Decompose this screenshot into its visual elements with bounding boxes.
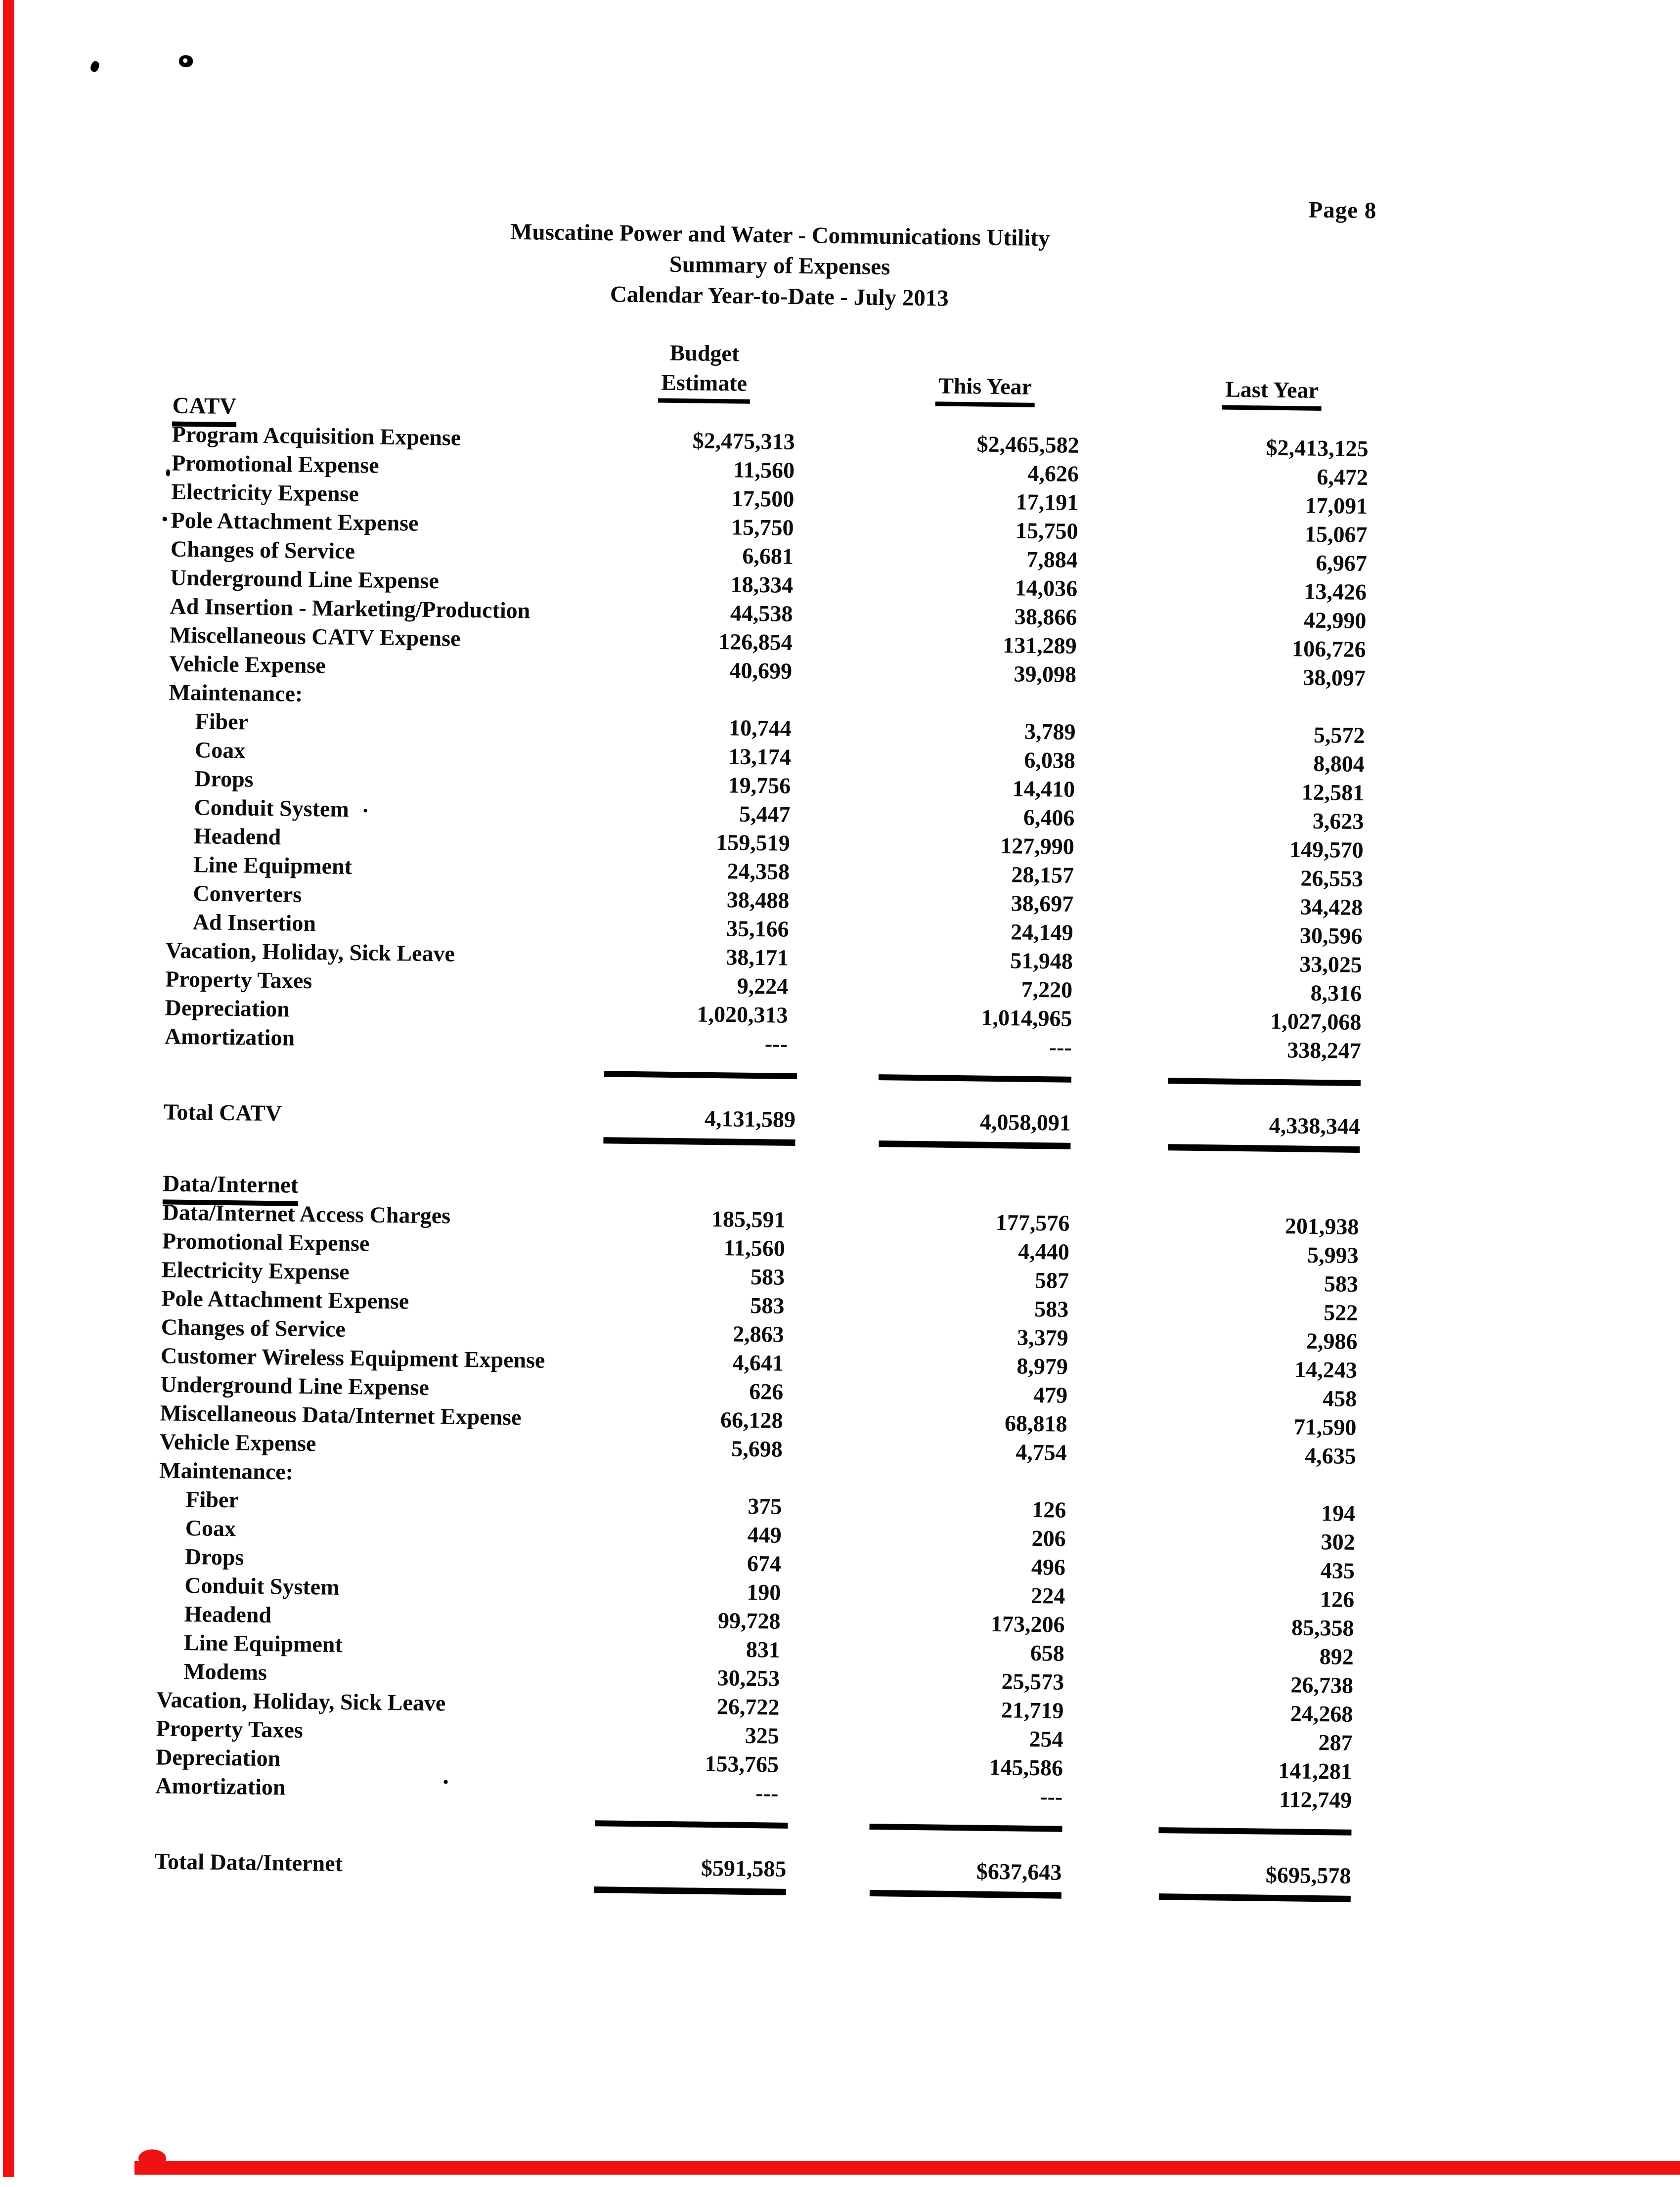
row-value: 85,358 — [1291, 1615, 1354, 1641]
row-value: 1,014,965 — [981, 1005, 1072, 1031]
total-value: 4,338,344 — [1168, 1108, 1360, 1153]
row-value: 2,986 — [1306, 1328, 1358, 1354]
row-value — [1076, 689, 1366, 721]
row-label: Underground Line Expense — [170, 565, 440, 594]
row-value: 18,334 — [730, 571, 794, 598]
row-value: 338,247 — [1286, 1037, 1362, 1063]
row-label: Ad Insertion — [192, 909, 316, 936]
total-value: $695,578 — [1159, 1858, 1351, 1902]
row-value: 159,519 — [716, 830, 791, 856]
row-label: Depreciation — [155, 1744, 281, 1771]
row-value: 21,719 — [1001, 1697, 1064, 1723]
row-value: 626 — [749, 1378, 784, 1404]
report-period: Calendar Year-to-Date - July 2013 — [610, 281, 949, 311]
row-value: 11,560 — [733, 457, 795, 483]
row-value: 42,990 — [1303, 607, 1367, 634]
row-value: 28,157 — [1011, 862, 1074, 888]
row-value: 173,206 — [990, 1611, 1065, 1637]
row-value — [1066, 1467, 1356, 1499]
row-label: Pole Attachment Expense — [171, 507, 419, 536]
report-title: Muscatine Power and Water - Communications Utility — [510, 219, 1050, 252]
row-value — [792, 686, 1076, 718]
row-value: 26,722 — [716, 1694, 780, 1720]
section-data-internet — [154, 1169, 1360, 1907]
spacer — [173, 362, 613, 402]
row-value: 13,174 — [728, 744, 792, 770]
row-value: 99,728 — [717, 1608, 781, 1634]
scan-speck — [179, 55, 193, 67]
row-value: 522 — [1323, 1300, 1358, 1325]
row-label: Fiber — [195, 708, 249, 735]
row-value: 5,572 — [1313, 722, 1365, 748]
row-value: 26,738 — [1290, 1672, 1354, 1698]
row-label: Changes of Service — [161, 1314, 346, 1342]
row-value: 6,967 — [1316, 550, 1368, 576]
row-value: 24,268 — [1290, 1701, 1353, 1727]
row-label: Conduit System — [184, 1573, 340, 1600]
row-value: 449 — [747, 1522, 782, 1548]
row-value: 583 — [750, 1264, 785, 1290]
row-value: 35,166 — [726, 916, 790, 942]
row-value: 201,938 — [1284, 1213, 1359, 1239]
row-value: 5,447 — [739, 801, 791, 827]
row-label: Amortization — [164, 1023, 295, 1050]
row-value: 7,220 — [1021, 976, 1073, 1003]
row-value: 26,553 — [1300, 865, 1364, 892]
row-value: 34,428 — [1300, 894, 1363, 920]
row-value: 7,884 — [1026, 546, 1078, 572]
column-rule — [1158, 1827, 1351, 1836]
expense-table — [154, 332, 1370, 1908]
row-label: Conduit System — [194, 794, 350, 822]
row-value: 14,036 — [1015, 575, 1078, 601]
row-value: 10,744 — [728, 715, 792, 741]
row-value: 4,754 — [1015, 1439, 1067, 1465]
row-label: Vacation, Holiday, Sick Leave — [165, 937, 455, 966]
row-value: 185,591 — [711, 1206, 786, 1232]
section-catv — [163, 392, 1369, 1158]
page-number: Page 8 — [1308, 197, 1377, 224]
row-value: --- — [755, 1780, 779, 1806]
column-header-last-year: Last Year — [1080, 373, 1370, 411]
row-value: 4,635 — [1304, 1443, 1357, 1469]
row-label: Headend — [193, 823, 281, 850]
row-value: 17,191 — [1016, 489, 1079, 515]
row-value: 38,697 — [1011, 890, 1074, 917]
row-value: 14,410 — [1012, 776, 1075, 802]
row-label: Program Acquisition Expense — [172, 421, 461, 450]
row-value: 30,596 — [1299, 922, 1363, 949]
row-label: Promotional Expense — [162, 1228, 370, 1256]
row-value: 12,581 — [1301, 779, 1365, 806]
row-value: 145,586 — [989, 1754, 1063, 1781]
row-label: Fiber — [185, 1487, 239, 1513]
row-value: --- — [1049, 1034, 1072, 1060]
row-value: 4,626 — [1027, 460, 1079, 486]
row-value: 112,749 — [1279, 1787, 1352, 1813]
section-title: CATV — [172, 392, 237, 428]
row-value: 658 — [1030, 1640, 1065, 1666]
column-rule — [869, 1824, 1062, 1832]
row-label: Data/Internet Access Charges — [162, 1199, 451, 1228]
column-rule — [1168, 1078, 1361, 1086]
row-label: Electricity Expense — [161, 1257, 350, 1285]
scan-speck — [163, 517, 167, 521]
row-value: 4,440 — [1017, 1238, 1070, 1265]
row-value: 66,128 — [720, 1407, 783, 1433]
row-value: 6,472 — [1317, 464, 1369, 490]
row-value: 254 — [1029, 1726, 1064, 1752]
row-value: 127,990 — [1000, 833, 1075, 859]
row-value — [609, 683, 792, 714]
row-label: Coax — [185, 1515, 236, 1541]
row-value: 3,623 — [1312, 808, 1364, 834]
row-value: 126,854 — [718, 629, 793, 655]
report-header — [174, 213, 1386, 319]
row-label: Modems — [183, 1658, 267, 1685]
row-value: 14,243 — [1294, 1356, 1358, 1383]
row-value: 8,316 — [1310, 980, 1362, 1006]
row-value: 68,818 — [1004, 1410, 1067, 1437]
total-value: $591,585 — [594, 1851, 787, 1895]
row-value: 206 — [1031, 1525, 1066, 1551]
row-value: 458 — [1322, 1386, 1357, 1411]
row-value: 51,948 — [1010, 948, 1073, 974]
row-label: Coax — [194, 737, 246, 763]
row-value: 190 — [746, 1579, 781, 1605]
row-label: Drops — [184, 1544, 244, 1570]
row-value: $2,465,582 — [976, 431, 1080, 458]
report-subtitle: Summary of Expenses — [669, 251, 890, 280]
row-value: 479 — [1033, 1382, 1068, 1408]
column-rule — [604, 1071, 797, 1079]
total-row — [154, 1845, 1351, 1908]
row-label: Maintenance: — [169, 679, 303, 706]
row-value: 33,025 — [1299, 951, 1363, 978]
row-value — [599, 1461, 783, 1492]
row-value: 153,765 — [705, 1750, 779, 1777]
row-value: 3,379 — [1017, 1324, 1068, 1351]
row-value: 2,863 — [732, 1321, 784, 1347]
row-value: 141,281 — [1278, 1758, 1353, 1784]
row-label: Vehicle Expense — [169, 651, 326, 678]
row-value: 325 — [745, 1722, 780, 1749]
row-label: Drops — [194, 766, 254, 792]
row-value: 106,726 — [1291, 636, 1367, 662]
total-label: Total Data/Internet — [154, 1848, 343, 1876]
row-value: 44,538 — [730, 600, 793, 626]
row-value: 126 — [1032, 1496, 1066, 1523]
row-value: 30,253 — [717, 1665, 780, 1691]
total-value: $637,643 — [870, 1854, 1062, 1899]
row-value: 6,681 — [742, 543, 794, 569]
row-value: 11,560 — [723, 1235, 786, 1261]
spacer — [796, 340, 1081, 373]
row-value: 38,097 — [1303, 664, 1366, 691]
section-title: Data/Internet — [163, 1169, 299, 1206]
row-value: $2,413,125 — [1266, 435, 1369, 462]
column-header-budget: Budget — [669, 340, 740, 366]
row-label: Promotional Expense — [171, 450, 379, 478]
row-value: 19,756 — [728, 772, 791, 798]
row-label: Converters — [193, 880, 302, 907]
row-value: 39,098 — [1014, 661, 1077, 687]
row-value: 1,027,068 — [1270, 1008, 1362, 1035]
column-header-this-year: This Year — [796, 369, 1080, 408]
row-value: 224 — [1030, 1582, 1065, 1609]
row-value: 38,488 — [726, 887, 790, 913]
column-header-estimate: Estimate — [613, 367, 796, 404]
row-label: Property Taxes — [156, 1715, 304, 1743]
scan-speck — [166, 469, 170, 476]
scan-speck — [89, 60, 101, 73]
total-value: 4,058,091 — [879, 1105, 1071, 1149]
row-label: Underground Line Expense — [160, 1371, 430, 1400]
row-value: $2,475,313 — [692, 428, 796, 454]
row-value: 15,067 — [1304, 521, 1368, 548]
row-label: Line Equipment — [193, 852, 353, 879]
row-value: --- — [764, 1031, 788, 1056]
row-value: 177,576 — [995, 1210, 1070, 1236]
row-label: Electricity Expense — [171, 479, 359, 507]
row-value: 5,698 — [731, 1436, 783, 1462]
row-value: 15,750 — [731, 514, 794, 540]
row-value: 435 — [1320, 1558, 1355, 1583]
row-value: 38,866 — [1014, 604, 1077, 630]
row-value: 15,750 — [1015, 518, 1078, 544]
row-value: 25,573 — [1001, 1668, 1064, 1695]
row-value: 496 — [1031, 1554, 1066, 1580]
spacer — [173, 332, 614, 367]
row-value: --- — [1040, 1784, 1063, 1809]
row-label: Line Equipment — [183, 1630, 343, 1657]
row-value: 71,590 — [1293, 1414, 1357, 1440]
row-value: 131,289 — [1002, 632, 1077, 658]
row-value: 587 — [1034, 1267, 1069, 1293]
row-value: 13,426 — [1304, 578, 1367, 605]
row-value: 831 — [746, 1636, 781, 1662]
row-label: Vacation, Holiday, Sick Leave — [156, 1687, 446, 1716]
total-label: Total CATV — [163, 1099, 282, 1126]
row-label: Changes of Service — [170, 536, 355, 564]
spacer — [1080, 343, 1370, 376]
row-value: 4,641 — [732, 1350, 784, 1376]
row-label: Headend — [184, 1601, 272, 1628]
row-value: 17,500 — [731, 485, 795, 512]
row-value: 6,406 — [1023, 804, 1075, 831]
row-label: Amortization — [155, 1773, 286, 1800]
row-value: 24,149 — [1010, 919, 1073, 945]
column-rule — [595, 1820, 788, 1829]
row-value: 5,993 — [1307, 1242, 1359, 1268]
row-value: 8,804 — [1313, 750, 1365, 777]
row-value — [782, 1464, 1067, 1496]
row-value: 9,224 — [737, 973, 789, 999]
row-label: Maintenance: — [159, 1457, 294, 1485]
row-value: 8,979 — [1017, 1353, 1068, 1379]
row-value: 194 — [1321, 1500, 1356, 1526]
row-value: 38,171 — [726, 944, 789, 970]
row-value: 583 — [1034, 1296, 1069, 1322]
row-value: 375 — [748, 1493, 782, 1519]
row-value: 126 — [1320, 1586, 1355, 1612]
total-value: 4,131,589 — [603, 1101, 796, 1146]
row-value: 674 — [747, 1550, 782, 1576]
row-label: Depreciation — [165, 995, 290, 1022]
row-value: 302 — [1321, 1529, 1355, 1555]
row-value: 583 — [1324, 1271, 1359, 1297]
row-value: 583 — [750, 1292, 785, 1318]
row-value: 287 — [1318, 1730, 1353, 1755]
row-value: 149,570 — [1289, 836, 1364, 863]
row-value: 3,789 — [1024, 718, 1076, 744]
row-label: Customer Wireless Equipment Expense — [160, 1343, 545, 1373]
row-label: Pole Attachment Expense — [161, 1285, 409, 1314]
row-value: 24,358 — [727, 858, 790, 884]
row-label: Vehicle Expense — [159, 1429, 316, 1456]
row-label: Miscellaneous CATV Expense — [169, 622, 461, 651]
row-label: Property Taxes — [165, 966, 312, 994]
row-value: 17,091 — [1305, 492, 1368, 519]
row-value: 40,699 — [729, 657, 793, 684]
row-label: Ad Insertion - Marketing/Production — [170, 593, 531, 623]
row-value: 6,038 — [1024, 747, 1076, 773]
row-label: Miscellaneous Data/Internet Expense — [160, 1400, 522, 1430]
column-rule — [879, 1074, 1071, 1083]
row-value: 892 — [1319, 1644, 1354, 1669]
row-value: 1,020,313 — [697, 1001, 788, 1028]
